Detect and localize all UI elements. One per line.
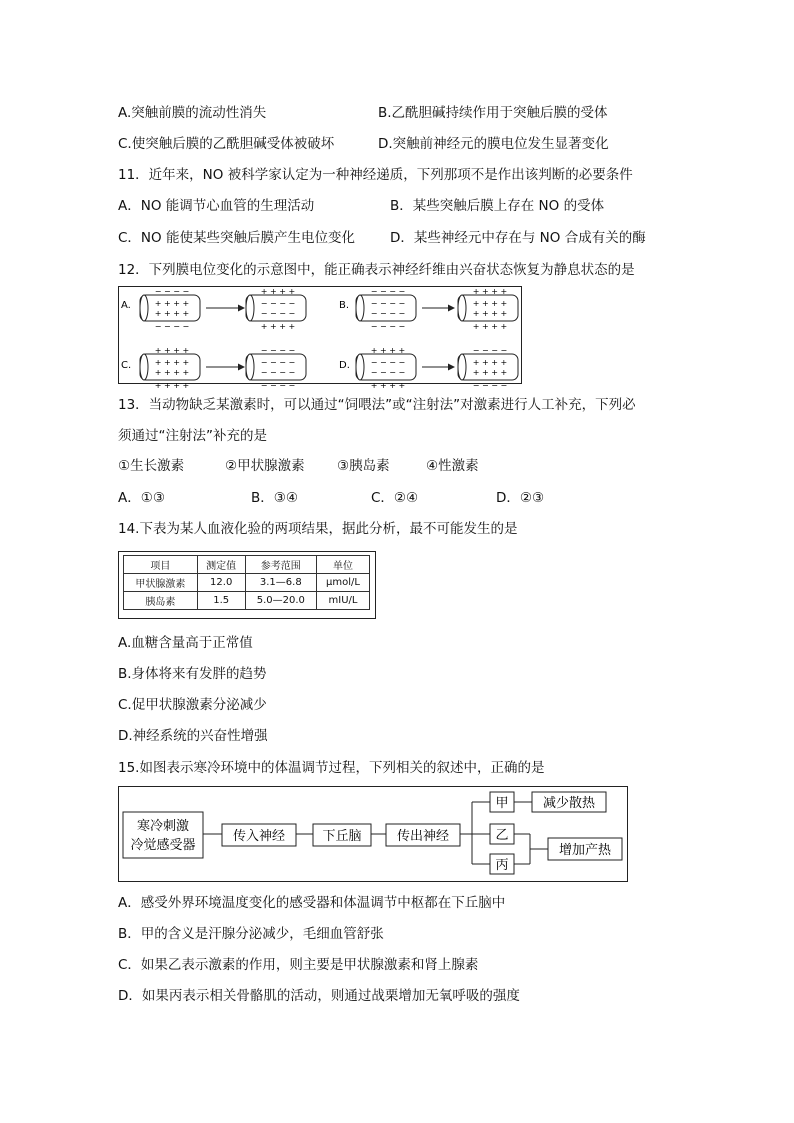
inner-charge-bottom: + + + +	[472, 309, 508, 318]
cell: μmol/L	[316, 574, 369, 592]
cell: 5.0—20.0	[245, 592, 316, 610]
inner-charge-top: + + + +	[154, 299, 190, 308]
outer-charge-top: + + + +	[472, 287, 508, 296]
inner-charge-bottom: + + + +	[472, 368, 508, 377]
option-c-label: C.	[121, 360, 132, 371]
afferent-label: 传入神经	[232, 829, 286, 844]
outer-charge-bottom: + + + +	[154, 381, 190, 390]
option-a-label: A.	[121, 300, 131, 311]
q13-item-1: ①生长激素	[118, 458, 185, 474]
header-measured: 测定值	[197, 556, 245, 574]
q13-item-2: ②甲状腺激素	[225, 458, 305, 474]
outer-charge-bottom: − − − −	[260, 381, 296, 390]
q15-stem: 15.如图表示寒冷环境中的体温调节过程，下列相关的叙述中，正确的是	[118, 760, 545, 776]
header-item: 项目	[124, 556, 198, 574]
cell: 甲状腺激素	[124, 574, 198, 592]
q11-option-d: D．某些神经元中存在与 NO 合成有关的酶	[390, 230, 646, 246]
table-header-row	[124, 556, 370, 574]
q14-option-c: C.促甲状腺激素分泌减少	[118, 697, 267, 713]
q14-option-a: A.血糖含量高于正常值	[118, 635, 253, 651]
fiber-c-end-end	[246, 354, 254, 380]
q13-stem-line2: 须通过“注射法”补充的是	[118, 428, 267, 444]
option-d-label: D.	[339, 360, 350, 371]
option-b-label: B.	[339, 300, 350, 311]
outer-charge-bottom: + + + +	[370, 381, 406, 390]
inner-charge-top: − − − −	[370, 358, 406, 367]
cell: 12.0	[197, 574, 245, 592]
q10-option-c: C.使突触后膜的乙酰胆碱受体被破坏	[118, 136, 335, 152]
q14-option-b: B.身体将来有发胖的趋势	[118, 666, 267, 682]
header-reference: 参考范围	[245, 556, 316, 574]
inner-charge-top: + + + +	[472, 299, 508, 308]
outer-charge-top: − − − −	[472, 346, 508, 355]
outer-charge-top: + + + +	[260, 287, 296, 296]
inner-charge-top: − − − −	[260, 299, 296, 308]
fiber-a-start-end	[140, 295, 148, 321]
q11-stem: 11．近年来，NO 被科学家认定为一种神经递质，下列那项不是作出该判断的必要条件	[118, 167, 633, 183]
q11-option-a: A．NO 能调节心血管的生理活动	[118, 198, 315, 214]
q13-stem-line1: 13．当动物缺乏某激素时，可以通过“饲喂法”或“注射法”对激素进行人工补充，下列必	[118, 397, 636, 413]
inner-charge-bottom: − − − −	[260, 368, 296, 377]
q13-option-a: A．①③	[118, 490, 165, 506]
q14-option-d: D.神经系统的兴奋性增强	[118, 728, 268, 744]
cell: 胰岛素	[124, 592, 198, 610]
membrane-potential-figure	[118, 286, 522, 390]
fiber-d-end-end	[458, 354, 466, 380]
inner-charge-bottom: − − − −	[260, 309, 296, 318]
q13-item-3: ③胰岛素	[337, 458, 390, 474]
q11-option-c: C．NO 能使某些突触后膜产生电位变化	[118, 230, 355, 246]
stimulus-label-1: 寒冷刺激	[136, 819, 190, 834]
outer-charge-bottom: − − − −	[472, 381, 508, 390]
outer-charge-top: + + + +	[370, 346, 406, 355]
q15-option-c: C．如果乙表示激素的作用，则主要是甲状腺激素和肾上腺素	[118, 957, 479, 973]
inner-charge-bottom: + + + +	[154, 368, 190, 377]
q13-option-c: C．②④	[371, 490, 419, 506]
yi-label: 乙	[495, 828, 509, 843]
table-row	[124, 574, 370, 592]
jia-label: 甲	[495, 796, 509, 811]
outer-charge-top: − − − −	[154, 287, 190, 296]
q15-option-b: B．甲的含义是汗腺分泌减少，毛细血管舒张	[118, 926, 384, 942]
hypothalamus-label: 下丘脑	[322, 829, 362, 844]
fiber-d-start-end	[356, 354, 364, 380]
q15-option-d: D．如果丙表示相关骨骼肌的活动，则通过战栗增加无氧呼吸的强度	[118, 988, 520, 1004]
q10-option-a: A.突触前膜的流动性消失	[118, 105, 267, 121]
cell: 1.5	[197, 592, 245, 610]
inner-charge-bottom: − − − −	[370, 368, 406, 377]
reduce-heat-label: 减少散热	[542, 796, 596, 811]
increase-heat-label: 增加产热	[558, 843, 612, 858]
fiber-b-end-end	[458, 295, 466, 321]
outer-charge-top: − − − −	[260, 346, 296, 355]
q12-stem: 12．下列膜电位变化的示意图中，能正确表示神经纤维由兴奋状态恢复为静息状态的是	[118, 262, 635, 278]
inner-charge-bottom: + + + +	[154, 309, 190, 318]
outer-charge-top: + + + +	[154, 346, 190, 355]
q13-option-b: B．③④	[251, 490, 298, 506]
inner-charge-top: − − − −	[370, 299, 406, 308]
stimulus-label-2: 冷觉感受器	[130, 838, 196, 853]
bing-label: 丙	[495, 858, 509, 873]
header-unit: 单位	[316, 556, 369, 574]
q13-item-4: ④性激素	[426, 458, 479, 474]
inner-charge-top: − − − −	[260, 358, 296, 367]
table-row	[124, 592, 370, 610]
fiber-a-end-end	[246, 295, 254, 321]
q10-option-d: D.突触前神经元的膜电位发生显著变化	[378, 136, 609, 152]
outer-charge-bottom: + + + +	[472, 322, 508, 331]
fiber-c-start-end	[140, 354, 148, 380]
fiber-b-start-end	[356, 295, 364, 321]
efferent-label: 传出神经	[396, 829, 450, 844]
cell: mIU/L	[316, 592, 369, 610]
blood-test-table	[123, 555, 370, 610]
cell: 3.1—6.8	[245, 574, 316, 592]
outer-charge-bottom: − − − −	[370, 322, 406, 331]
q13-option-d: D．②③	[496, 490, 545, 506]
q15-option-a: A．感受外界环境温度变化的感受器和体温调节中枢都在下丘脑中	[118, 895, 506, 911]
q14-stem: 14.下表为某人血液化验的两项结果，据此分析，最不可能发生的是	[118, 521, 518, 537]
outer-charge-bottom: + + + +	[260, 322, 296, 331]
q10-option-b: B.乙酰胆碱持续作用于突触后膜的受体	[378, 105, 608, 121]
thermoregulation-diagram	[118, 786, 628, 883]
q11-option-b: B．某些突触后膜上存在 NO 的受体	[390, 198, 605, 214]
inner-charge-top: + + + +	[472, 358, 508, 367]
inner-charge-bottom: − − − −	[370, 309, 406, 318]
outer-charge-bottom: − − − −	[154, 322, 190, 331]
outer-charge-top: − − − −	[370, 287, 406, 296]
inner-charge-top: + + + +	[154, 358, 190, 367]
